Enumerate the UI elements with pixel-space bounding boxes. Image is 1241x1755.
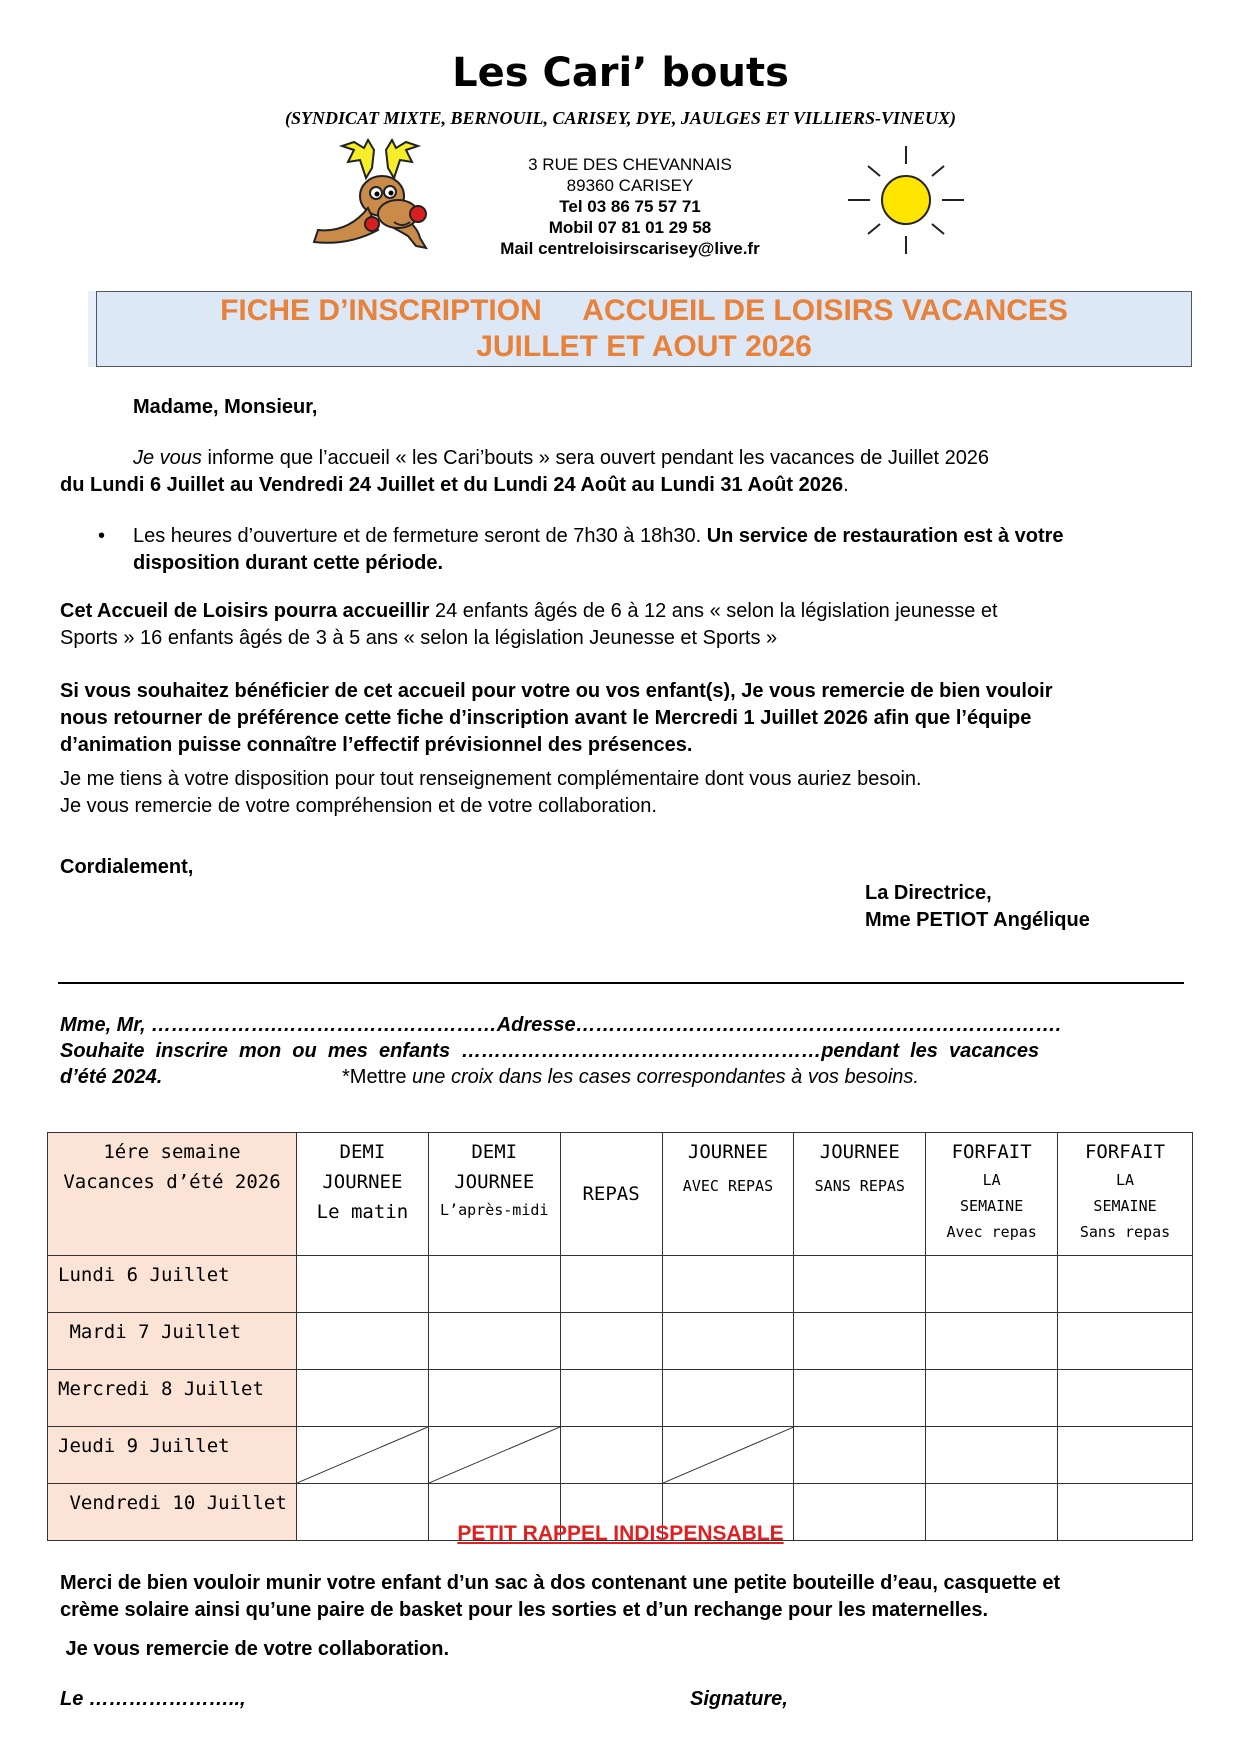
availability-line1: Je me tiens à votre disposition pour tout renseignement complémentaire dont vous auriez besoin. [60,768,922,790]
day-label: Jeudi 9 Juillet [48,1427,297,1484]
checkbox-cell[interactable] [296,1370,428,1427]
request-line3: d’animation puisse connaître l’effectif prévisionnel des présences. [60,734,693,756]
banner-line1: FICHE D’INSCRIPTION ACCUEIL DE LOISIRS VACANCES [220,294,1068,327]
reindeer-icon [308,138,458,268]
schedule-table [47,1132,1193,1541]
capacity-paragraph [60,598,1200,652]
table-row [48,1313,1193,1370]
checkbox-cell[interactable] [926,1313,1058,1370]
checkbox-cell[interactable] [296,1256,428,1313]
checkbox-cell[interactable] [1058,1427,1193,1484]
closing: Cordialement, [60,856,194,878]
form-children[interactable]: Souhaite inscrire mon ou mes enfants ………………………………………………pendant les vacances [60,1040,1040,1062]
day-label: Vendredi 10 Juillet [48,1484,297,1541]
request-line2: nous retourner de préférence cette fiche d’inscription avant le Mercredi 1 Juillet 2026 afin que l’équipe [60,707,1032,729]
checkbox-cell[interactable] [662,1313,794,1370]
day-label: Mardi 7 Juillet [48,1313,297,1370]
form-note-star: *Mettre [342,1066,413,1088]
checkbox-cell[interactable] [926,1427,1058,1484]
bullet-icon: • [98,525,106,547]
checkbox-cell[interactable] [560,1313,662,1370]
page-title: Les Cari’ bouts [452,50,789,96]
checkbox-cell[interactable] [926,1370,1058,1427]
table-row [48,1370,1193,1427]
checkbox-cell[interactable] [1058,1313,1193,1370]
banner-line2: JUILLET ET AOUT 2026 [476,330,812,363]
checkbox-cell[interactable] [560,1427,662,1484]
checkbox-cell[interactable] [560,1370,662,1427]
registration-banner [96,291,1192,367]
signatory-name: Mme PETIOT Angélique [865,909,1090,931]
disabled-cell [296,1427,428,1484]
strike-icon [297,1427,428,1483]
restaurant-text: Un service de restauration est à votre [706,525,1064,547]
date-field[interactable]: Le ………………….., [60,1688,246,1710]
checkbox-cell[interactable] [926,1256,1058,1313]
email: Mail centreloisirscarisey@live.fr [500,239,760,258]
checkbox-cell[interactable] [296,1313,428,1370]
header-week: 1ére semaine Vacances d’été 2026 [48,1133,297,1256]
header-day-without-meal: JOURNEE SANS REPAS [794,1133,926,1256]
checkbox-cell[interactable] [428,1256,560,1313]
sun-icon [846,144,966,254]
form-note: une croix dans les cases correspondantes à vos besoins. [412,1066,919,1088]
opening-end: . [843,474,849,496]
reminder-thanks: Je vous remercie de votre collaboration. [60,1638,450,1660]
signatory [865,880,1185,934]
checkbox-cell[interactable] [662,1370,794,1427]
day-label: Lundi 6 Juillet [48,1256,297,1313]
contact-block [440,154,820,259]
address-line1: 3 RUE DES CHEVANNAIS [528,155,732,174]
form-name-address[interactable]: Mme, Mr, ……………….……………………………Adresse………………………………………………………………. [60,1014,1062,1036]
strike-icon [429,1427,560,1483]
availability-paragraph [60,766,1200,820]
page-subtitle: (SYNDICAT MIXTE, BERNOUIL, CARISEY, DYE, JAULGES ET VILLIERS-VINEUX) [285,108,956,128]
opening-dates: du Lundi 6 Juillet au Vendredi 24 Juillet et du Lundi 24 Août au Lundi 31 Août 2026 [60,474,844,496]
reminder-text [60,1570,1200,1624]
restaurant-text-cont: disposition durant cette période. [133,552,444,574]
checkbox-cell[interactable] [794,1313,926,1370]
hours-bullet [60,523,1200,577]
signature-field[interactable]: Signature, [690,1688,788,1710]
telephone: Tel 03 86 75 57 71 [559,197,701,216]
hours-text: Les heures d’ouverture et de fermeture seront de 7h30 à 18h30. [133,525,707,547]
header-day-with-meal: JOURNEE AVEC REPAS [662,1133,794,1256]
disabled-cell [662,1427,794,1484]
checkbox-cell[interactable] [794,1256,926,1313]
checkbox-cell[interactable] [794,1427,926,1484]
opening-italic: Je vous [133,447,202,469]
header-week-package-meal: FORFAIT LA SEMAINE Avec repas [926,1133,1058,1256]
disabled-cell [428,1427,560,1484]
checkbox-cell[interactable] [1058,1370,1193,1427]
reminder-title: PETIT RAPPEL INDISPENSABLE [457,1522,784,1545]
registration-request [60,678,1200,759]
form-summer: d’été 2024. [60,1066,163,1088]
capacity-bold: Cet Accueil de Loisirs pourra accueillir [60,600,430,622]
request-line1: Si vous souhaitez bénéficier de cet accueil pour votre ou vos enfant(s), Je vous remercie de bien vouloir [60,680,1053,702]
form-line3 [60,1064,1200,1091]
availability-line2: Je vous remercie de votre compréhension et de votre collaboration. [60,795,657,817]
opening-paragraph [60,445,1200,499]
table-row [48,1427,1193,1484]
capacity-text1: 24 enfants âgés de 6 à 12 ans « selon la législation jeunesse et [429,600,998,622]
header-morning: DEMI JOURNEE Le matin [296,1133,428,1256]
table-row [48,1256,1193,1313]
checkbox-cell[interactable] [560,1256,662,1313]
table-header-row [48,1133,1193,1256]
reminder-line2: crème solaire ainsi qu’une paire de basket pour les sorties et d’un rechange pour les maternelles. [60,1599,989,1621]
strike-icon [663,1427,794,1483]
capacity-text2: Sports » 16 enfants âgés de 3 à 5 ans « selon la législation Jeunesse et Sports » [60,627,778,649]
checkbox-cell[interactable] [662,1256,794,1313]
checkbox-cell[interactable] [428,1370,560,1427]
banner-shadow [88,291,96,367]
reminder-line1: Merci de bien vouloir munir votre enfant d’un sac à dos contenant une petite bouteille d’eau, casquette et [60,1572,1061,1594]
opening-text: informe que l’accueil « les Cari’bouts » sera ouvert pendant les vacances de Juillet 2026 [201,447,990,469]
address-line2: 89360 CARISEY [566,176,694,195]
header-week-package-no-meal: FORFAIT LA SEMAINE Sans repas [1058,1133,1193,1256]
mobile-phone: Mobil 07 81 01 29 58 [548,218,712,237]
header-afternoon: DEMI JOURNEE L’après-midi [428,1133,560,1256]
header-meal: REPAS [560,1133,662,1256]
separator-line [58,982,1184,984]
checkbox-cell[interactable] [1058,1256,1193,1313]
checkbox-cell[interactable] [428,1313,560,1370]
checkbox-cell[interactable] [794,1370,926,1427]
salutation: Madame, Monsieur, [133,396,318,418]
day-label: Mercredi 8 Juillet [48,1370,297,1427]
signatory-title: La Directrice, [865,882,992,904]
